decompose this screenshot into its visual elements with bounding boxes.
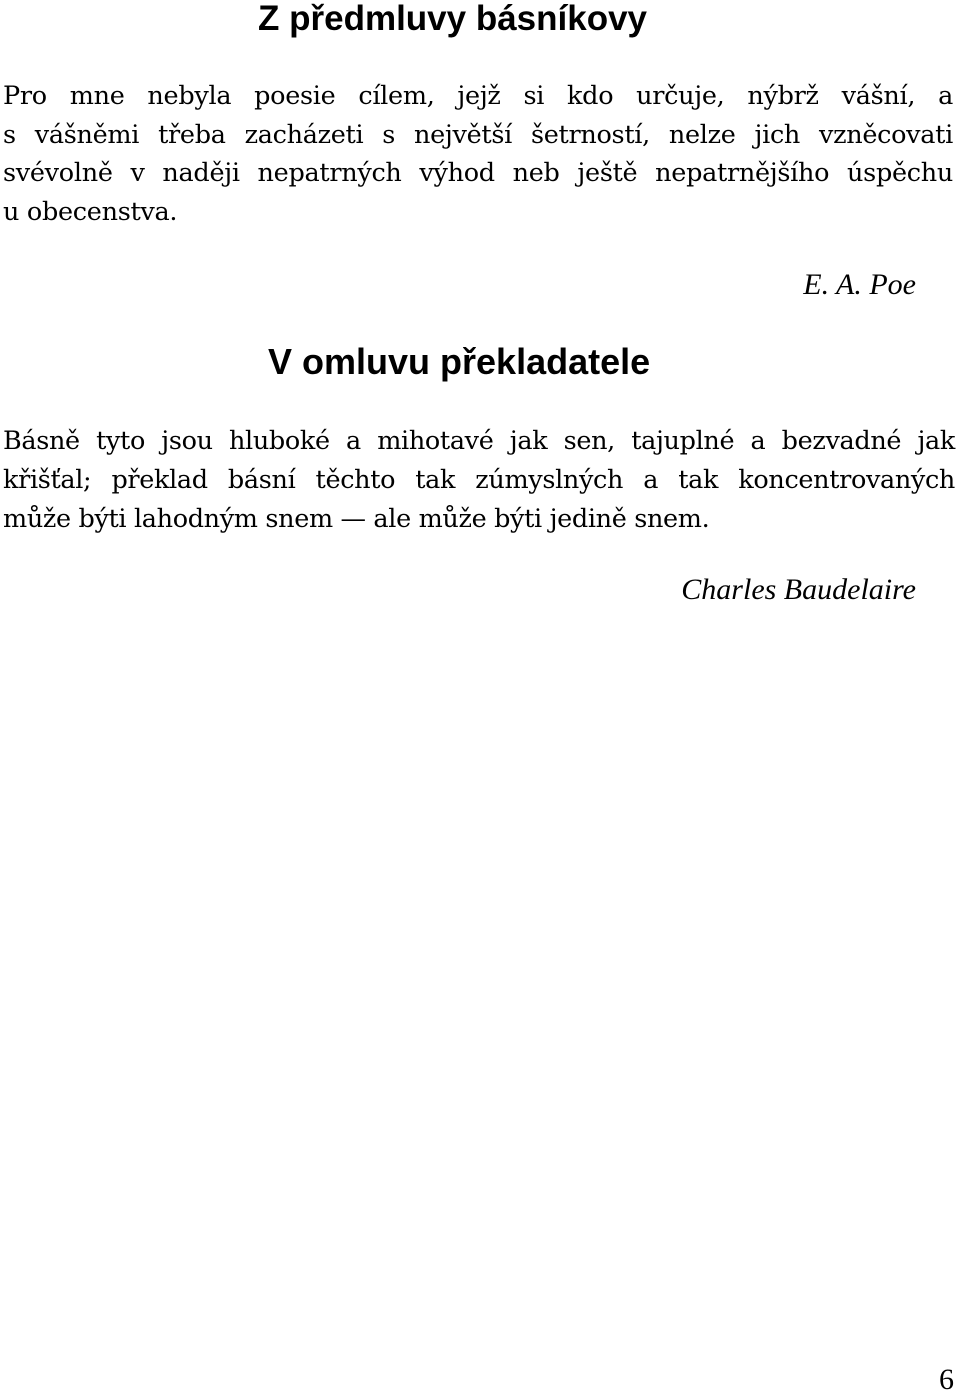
page-number: 6 bbox=[939, 1363, 954, 1396]
paragraph-line: křišťal; překlad básní těchto tak zúmyslných a tak koncentrovaných bbox=[3, 465, 955, 495]
paragraph-line: s vášněmi třeba zacházeti s největší šetrností, nelze jich vzněcovati bbox=[3, 119, 953, 150]
paragraph-line: Pro mne nebyla poesie cílem, jejž si kdo určuje, nýbrž vášní, a bbox=[3, 81, 953, 111]
author-signature-baudelaire: Charles Baudelaire bbox=[681, 573, 916, 606]
section-title-translator-note: V omluvu překladatele bbox=[268, 341, 651, 382]
author-signature-poe: E. A. Poe bbox=[803, 268, 916, 301]
preface-paragraph bbox=[3, 77, 953, 231]
paragraph-line: Básně tyto jsou hluboké a mihotavé jak sen, tajuplné a bezvadné jak bbox=[3, 426, 955, 456]
paragraph-line: svévolně v naději nepatrných výhod neb ještě nepatrnějšího úspěchu bbox=[3, 158, 953, 188]
paragraph-line: může býti lahodným snem — ale může býti jedině snem. bbox=[3, 504, 710, 534]
translator-paragraph bbox=[3, 422, 955, 539]
section-title-preface: Z předmluvy básníkovy bbox=[258, 0, 648, 38]
paragraph-line: u obecenstva. bbox=[3, 196, 178, 227]
